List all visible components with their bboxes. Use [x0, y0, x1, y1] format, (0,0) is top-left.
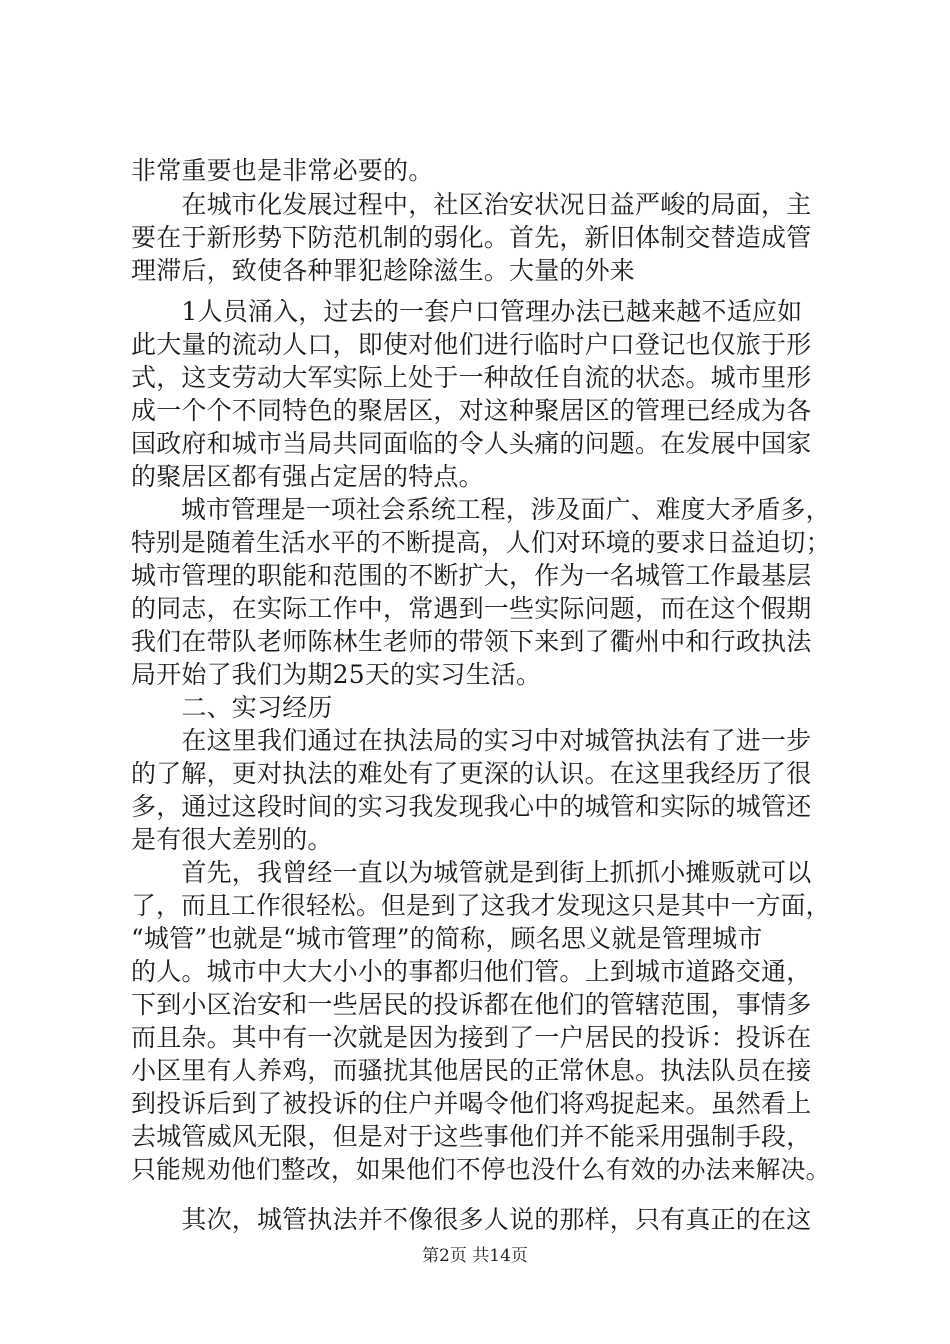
- text-line: 局开始了我们为期25天的实习生活。: [131, 660, 542, 689]
- section-heading: 二、实习经历: [131, 693, 333, 722]
- text-line: 其次，城管执法并不像很多人说的那样，只有真正的在这: [131, 1205, 812, 1234]
- text-line: 只能规劝他们整改，如果他们不停也没什么有效的办法来解决。: [131, 1155, 831, 1184]
- text-line: 特别是随着生活水平的不断提高，人们对环境的要求日益迫切；: [131, 528, 831, 557]
- text-line: 是有很大差别的。: [131, 825, 333, 854]
- text-line: 下到小区治安和一些居民的投诉都在他们的管辖范围，事情多: [131, 990, 812, 1019]
- text-line: 到投诉后到了被投诉的住户并喝令他们将鸡捉起来。虽然看上: [131, 1089, 812, 1118]
- text-line: 理滞后，致使各种罪犯趁除滋生。大量的外来: [131, 256, 636, 285]
- text-line: 小区里有人养鸡，而骚扰其他居民的正常休息。执法队员在接: [131, 1056, 812, 1085]
- text-line: 的人。城市中大大小小的事都归他们管。上到城市道路交通，: [131, 957, 812, 986]
- text-line: 多，通过这段时间的实习我发现我心中的城管和实际的城管还: [131, 792, 812, 821]
- text-line: 首先，我曾经一直以为城管就是到街上抓抓小摊贩就可以: [131, 858, 812, 887]
- text-line: 我们在带队老师陈林生老师的带领下来到了衢州中和行政执法: [131, 627, 812, 656]
- text-line: 此大量的流动人口，即使对他们进行临时户口登记也仅旅于形: [131, 330, 812, 359]
- page-number-footer: 第2页 共14页: [422, 1246, 528, 1266]
- text-line: 1人员涌入，过去的一套户口管理办法已越来越不适应如: [131, 297, 803, 326]
- text-line: 国政府和城市当局共同面临的令人头痛的问题。在发展中国家: [131, 429, 812, 458]
- text-line: 在这里我们通过在执法局的实习中对城管执法有了进一步: [131, 726, 812, 755]
- text-line: 非常重要也是非常必要的。: [131, 156, 434, 185]
- text-line: 的同志，在实际工作中，常遇到一些实际问题，而在这个假期: [131, 594, 812, 623]
- text-line: 在城市化发展过程中，社区治安状况日益严峻的局面，主: [131, 190, 812, 219]
- text-line: 要在于新形势下防范机制的弱化。首先，新旧体制交替造成管: [131, 223, 812, 252]
- text-line: 成一个个不同特色的聚居区，对这种聚居区的管理已经成为各: [131, 396, 812, 425]
- text-line: 城市管理是一项社会系统工程，涉及面广、难度大矛盾多，: [131, 495, 831, 524]
- text-line: 的了解，更对执法的难处有了更深的认识。在这里我经历了很: [131, 759, 812, 788]
- text-line: 城市管理的职能和范围的不断扩大，作为一名城管工作最基层: [131, 561, 812, 590]
- text-line: 了，而且工作很轻松。但是到了这我才发现这只是其中一方面，: [131, 891, 831, 920]
- text-line: 式，这支劳动大军实际上处于一种故任自流的状态。城市里形: [131, 363, 812, 392]
- text-line: 的聚居区都有强占定居的特点。: [131, 462, 484, 491]
- text-line: 而且杂。其中有一次就是因为接到了一户居民的投诉：投诉在: [131, 1023, 812, 1052]
- text-line: “城管”也就是“城市管理”的简称，顾名思义就是管理城市: [131, 924, 763, 953]
- text-line: 去城管威风无限，但是对于这些事他们并不能采用强制手段，: [131, 1122, 812, 1151]
